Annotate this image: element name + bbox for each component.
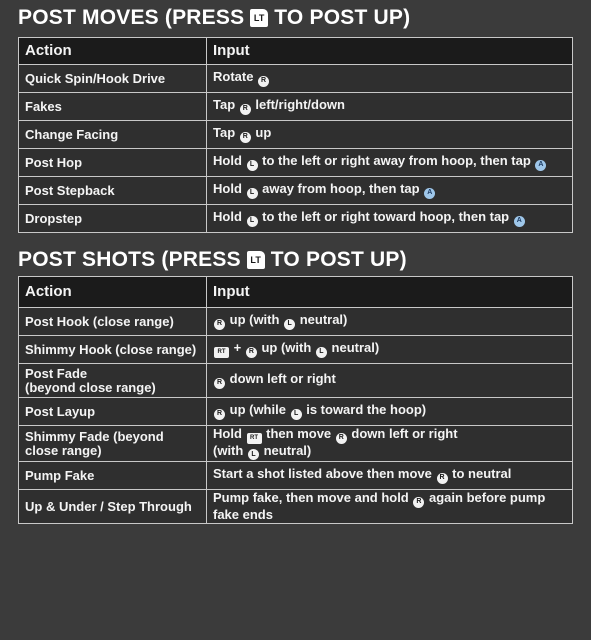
action-cell: Post Layup: [19, 398, 207, 426]
input-cell: Tap R up: [207, 121, 573, 149]
table-row: [19, 308, 573, 336]
table-row: [19, 149, 573, 177]
action-cell: Quick Spin/Hook Drive: [19, 65, 207, 93]
post-shots-table: [18, 276, 573, 524]
table-row: [19, 205, 573, 233]
action-cell: Shimmy Fade (beyond close range): [19, 426, 207, 462]
post-shots-title-text: POST SHOTS (PRESS: [18, 248, 241, 271]
right-stick-icon: R: [258, 76, 269, 87]
input-cell: R up (with L neutral): [207, 308, 573, 336]
post-shots-title-suffix: TO POST UP): [270, 248, 407, 271]
table-header-row: [19, 38, 573, 65]
table-row: [19, 177, 573, 205]
table-row: [19, 65, 573, 93]
right-stick-icon: R: [214, 378, 225, 389]
right-stick-icon: R: [214, 319, 225, 330]
action-cell: Dropstep: [19, 205, 207, 233]
left-stick-icon: L: [247, 216, 258, 227]
table-row: [19, 93, 573, 121]
action-cell: Pump Fake: [19, 462, 207, 490]
input-cell: Start a shot listed above then move R to neutral: [207, 462, 573, 490]
input-cell: Pump fake, then move and hold R again before pump fake ends: [207, 490, 573, 524]
input-cell: Rotate R: [207, 65, 573, 93]
action-cell: Fakes: [19, 93, 207, 121]
table-row: [19, 462, 573, 490]
rt-trigger-icon: RT: [247, 433, 262, 444]
a-button-icon: A: [514, 216, 525, 227]
right-stick-icon: R: [437, 473, 448, 484]
input-cell: Hold L to the left or right toward hoop, then tap A: [207, 205, 573, 233]
table-header-row: [19, 277, 573, 308]
left-stick-icon: L: [316, 347, 327, 358]
table-row: [19, 426, 573, 462]
right-stick-icon: R: [240, 104, 251, 115]
action-cell: Post Hop: [19, 149, 207, 177]
post-moves-title-suffix: TO POST UP): [274, 6, 411, 29]
input-cell: Hold RT then move R down left or right (with L neutral): [207, 426, 573, 462]
action-cell: Shimmy Hook (close range): [19, 336, 207, 364]
post-moves-title-text: POST MOVES (PRESS: [18, 6, 245, 29]
table-row: [19, 336, 573, 364]
post-moves-table: [18, 37, 573, 233]
input-cell: RT + R up (with L neutral): [207, 336, 573, 364]
action-cell: Post Stepback: [19, 177, 207, 205]
left-stick-icon: L: [247, 160, 258, 171]
lt-button-icon: LT: [247, 251, 265, 269]
input-cell: R up (while L is toward the hoop): [207, 398, 573, 426]
action-cell: Post Hook (close range): [19, 308, 207, 336]
right-stick-icon: R: [413, 497, 424, 508]
right-stick-icon: R: [336, 433, 347, 444]
header-action: Action: [19, 277, 207, 308]
right-stick-icon: R: [246, 347, 257, 358]
a-button-icon: A: [535, 160, 546, 171]
right-stick-icon: R: [214, 409, 225, 420]
action-cell: Post Fade (beyond close range): [19, 364, 207, 398]
header-action: Action: [19, 38, 207, 65]
post-moves-title: [18, 6, 410, 30]
left-stick-icon: L: [248, 449, 259, 460]
input-cell: Hold L to the left or right away from hoop, then tap A: [207, 149, 573, 177]
lt-button-icon: LT: [250, 9, 268, 27]
input-cell: Tap R left/right/down: [207, 93, 573, 121]
a-button-icon: A: [424, 188, 435, 199]
action-cell: Change Facing: [19, 121, 207, 149]
action-cell: Up & Under / Step Through: [19, 490, 207, 524]
header-input: Input: [207, 38, 573, 65]
input-cell: R down left or right: [207, 364, 573, 398]
table-row: [19, 490, 573, 524]
table-row: [19, 398, 573, 426]
rt-trigger-icon: RT: [214, 347, 229, 358]
right-stick-icon: R: [240, 132, 251, 143]
table-row: [19, 121, 573, 149]
table-row: [19, 364, 573, 398]
input-cell: Hold L away from hoop, then tap A: [207, 177, 573, 205]
left-stick-icon: L: [291, 409, 302, 420]
left-stick-icon: L: [284, 319, 295, 330]
header-input: Input: [207, 277, 573, 308]
left-stick-icon: L: [247, 188, 258, 199]
post-shots-title: [18, 248, 407, 272]
